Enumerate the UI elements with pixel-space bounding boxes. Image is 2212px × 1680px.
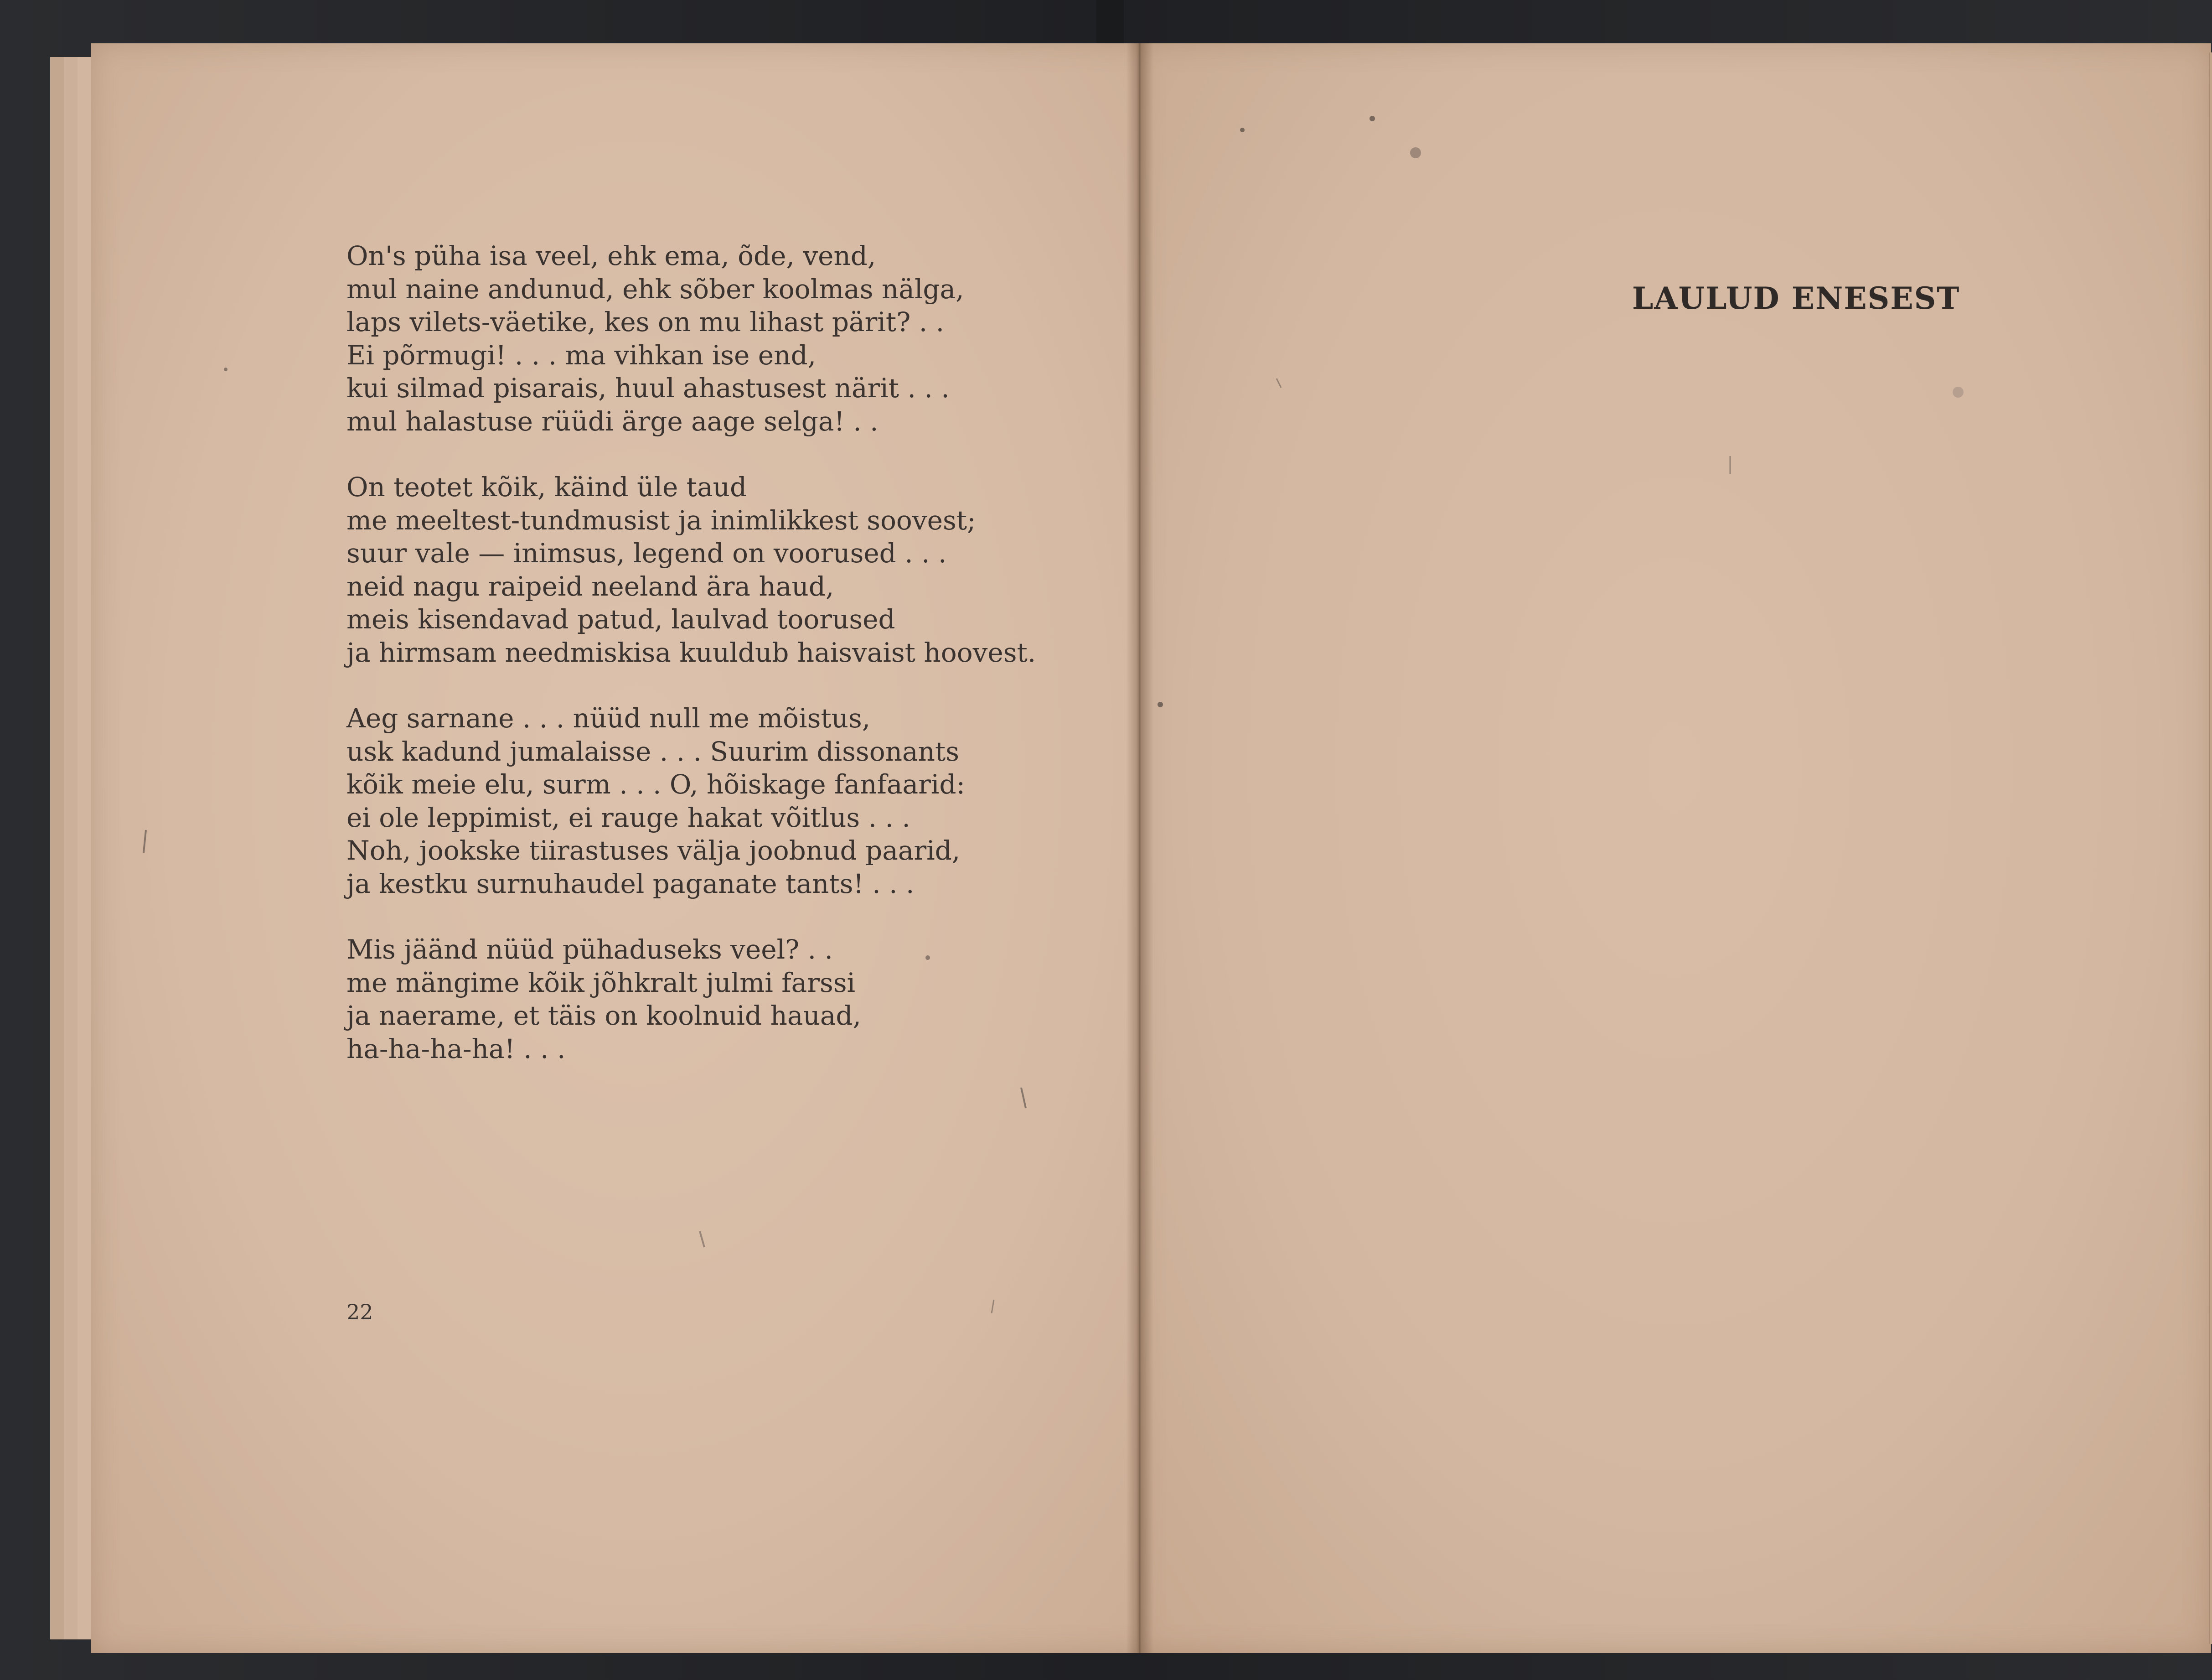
poem-line: suur vale — inimsus, legend on voorused . . . bbox=[346, 538, 947, 569]
poem-line: neid nagu raipeid neeland ära haud, bbox=[346, 570, 834, 602]
open-book bbox=[50, 43, 2175, 1653]
poem-line: me meeltest-tundmusist ja inimlikkest soovest; bbox=[346, 504, 976, 536]
poem-line: Aeg sarnane . . . nüüd null me mõistus, bbox=[346, 703, 871, 734]
stanza-1 bbox=[346, 239, 1122, 438]
poem-line: ja kestku surnuhaudel paganate tants! . . . bbox=[346, 868, 915, 899]
stanza-2 bbox=[346, 471, 1122, 669]
poem-line: meis kisendavad patud, laulvad toorused bbox=[346, 604, 895, 635]
page-number: 22 bbox=[346, 1300, 373, 1324]
poem-line: me mängime kõik jõhkralt julmi farssi bbox=[346, 967, 856, 998]
book-gutter bbox=[1126, 43, 1153, 1653]
poem-line: Noh, jookske tiirastuses välja joobnud paarid, bbox=[346, 835, 961, 866]
section-title: LAULUD ENESEST bbox=[1632, 280, 1960, 316]
poem-line: On teotet kõik, käind üle taud bbox=[346, 472, 747, 503]
poem-text bbox=[346, 239, 1122, 1098]
poem-line: Mis jäänd nüüd pühaduseks veel? . . bbox=[346, 934, 833, 965]
stanza-3 bbox=[346, 702, 1122, 900]
poem-line: ei ole leppimist, ei rauge hakat võitlus . . . bbox=[346, 802, 910, 833]
poem-line: mul naine andunud, ehk sõber koolmas nälga, bbox=[346, 273, 964, 305]
poem-line: kui silmad pisarais, huul ahastusest närit . . . bbox=[346, 373, 950, 404]
poem-line: Ei põrmugi! . . . ma vihkan ise end, bbox=[346, 339, 817, 371]
poem-line: laps vilets-väetike, kes on mu lihast pärit? . . bbox=[346, 306, 945, 337]
poem-line: ja naerame, et täis on koolnuid hauad, bbox=[346, 1000, 861, 1031]
poem-line: kõik meie elu, surm . . . O, hõiskage fanfaarid: bbox=[346, 769, 966, 800]
poem-line: usk kadund jumalaisse . . . Suurim dissonants bbox=[346, 736, 959, 767]
poem-line: mul halastuse rüüdi ärge aage selga! . . bbox=[346, 405, 879, 437]
poem-line: On's püha isa veel, ehk ema, õde, vend, bbox=[346, 240, 876, 271]
poem-line: ha-ha-ha-ha! . . . bbox=[346, 1033, 566, 1064]
stanza-4 bbox=[346, 933, 1122, 1065]
poem-line: ja hirmsam needmiskisa kuuldub haisvaist hoovest. bbox=[346, 637, 1036, 668]
right-page-edge bbox=[2209, 52, 2212, 1644]
